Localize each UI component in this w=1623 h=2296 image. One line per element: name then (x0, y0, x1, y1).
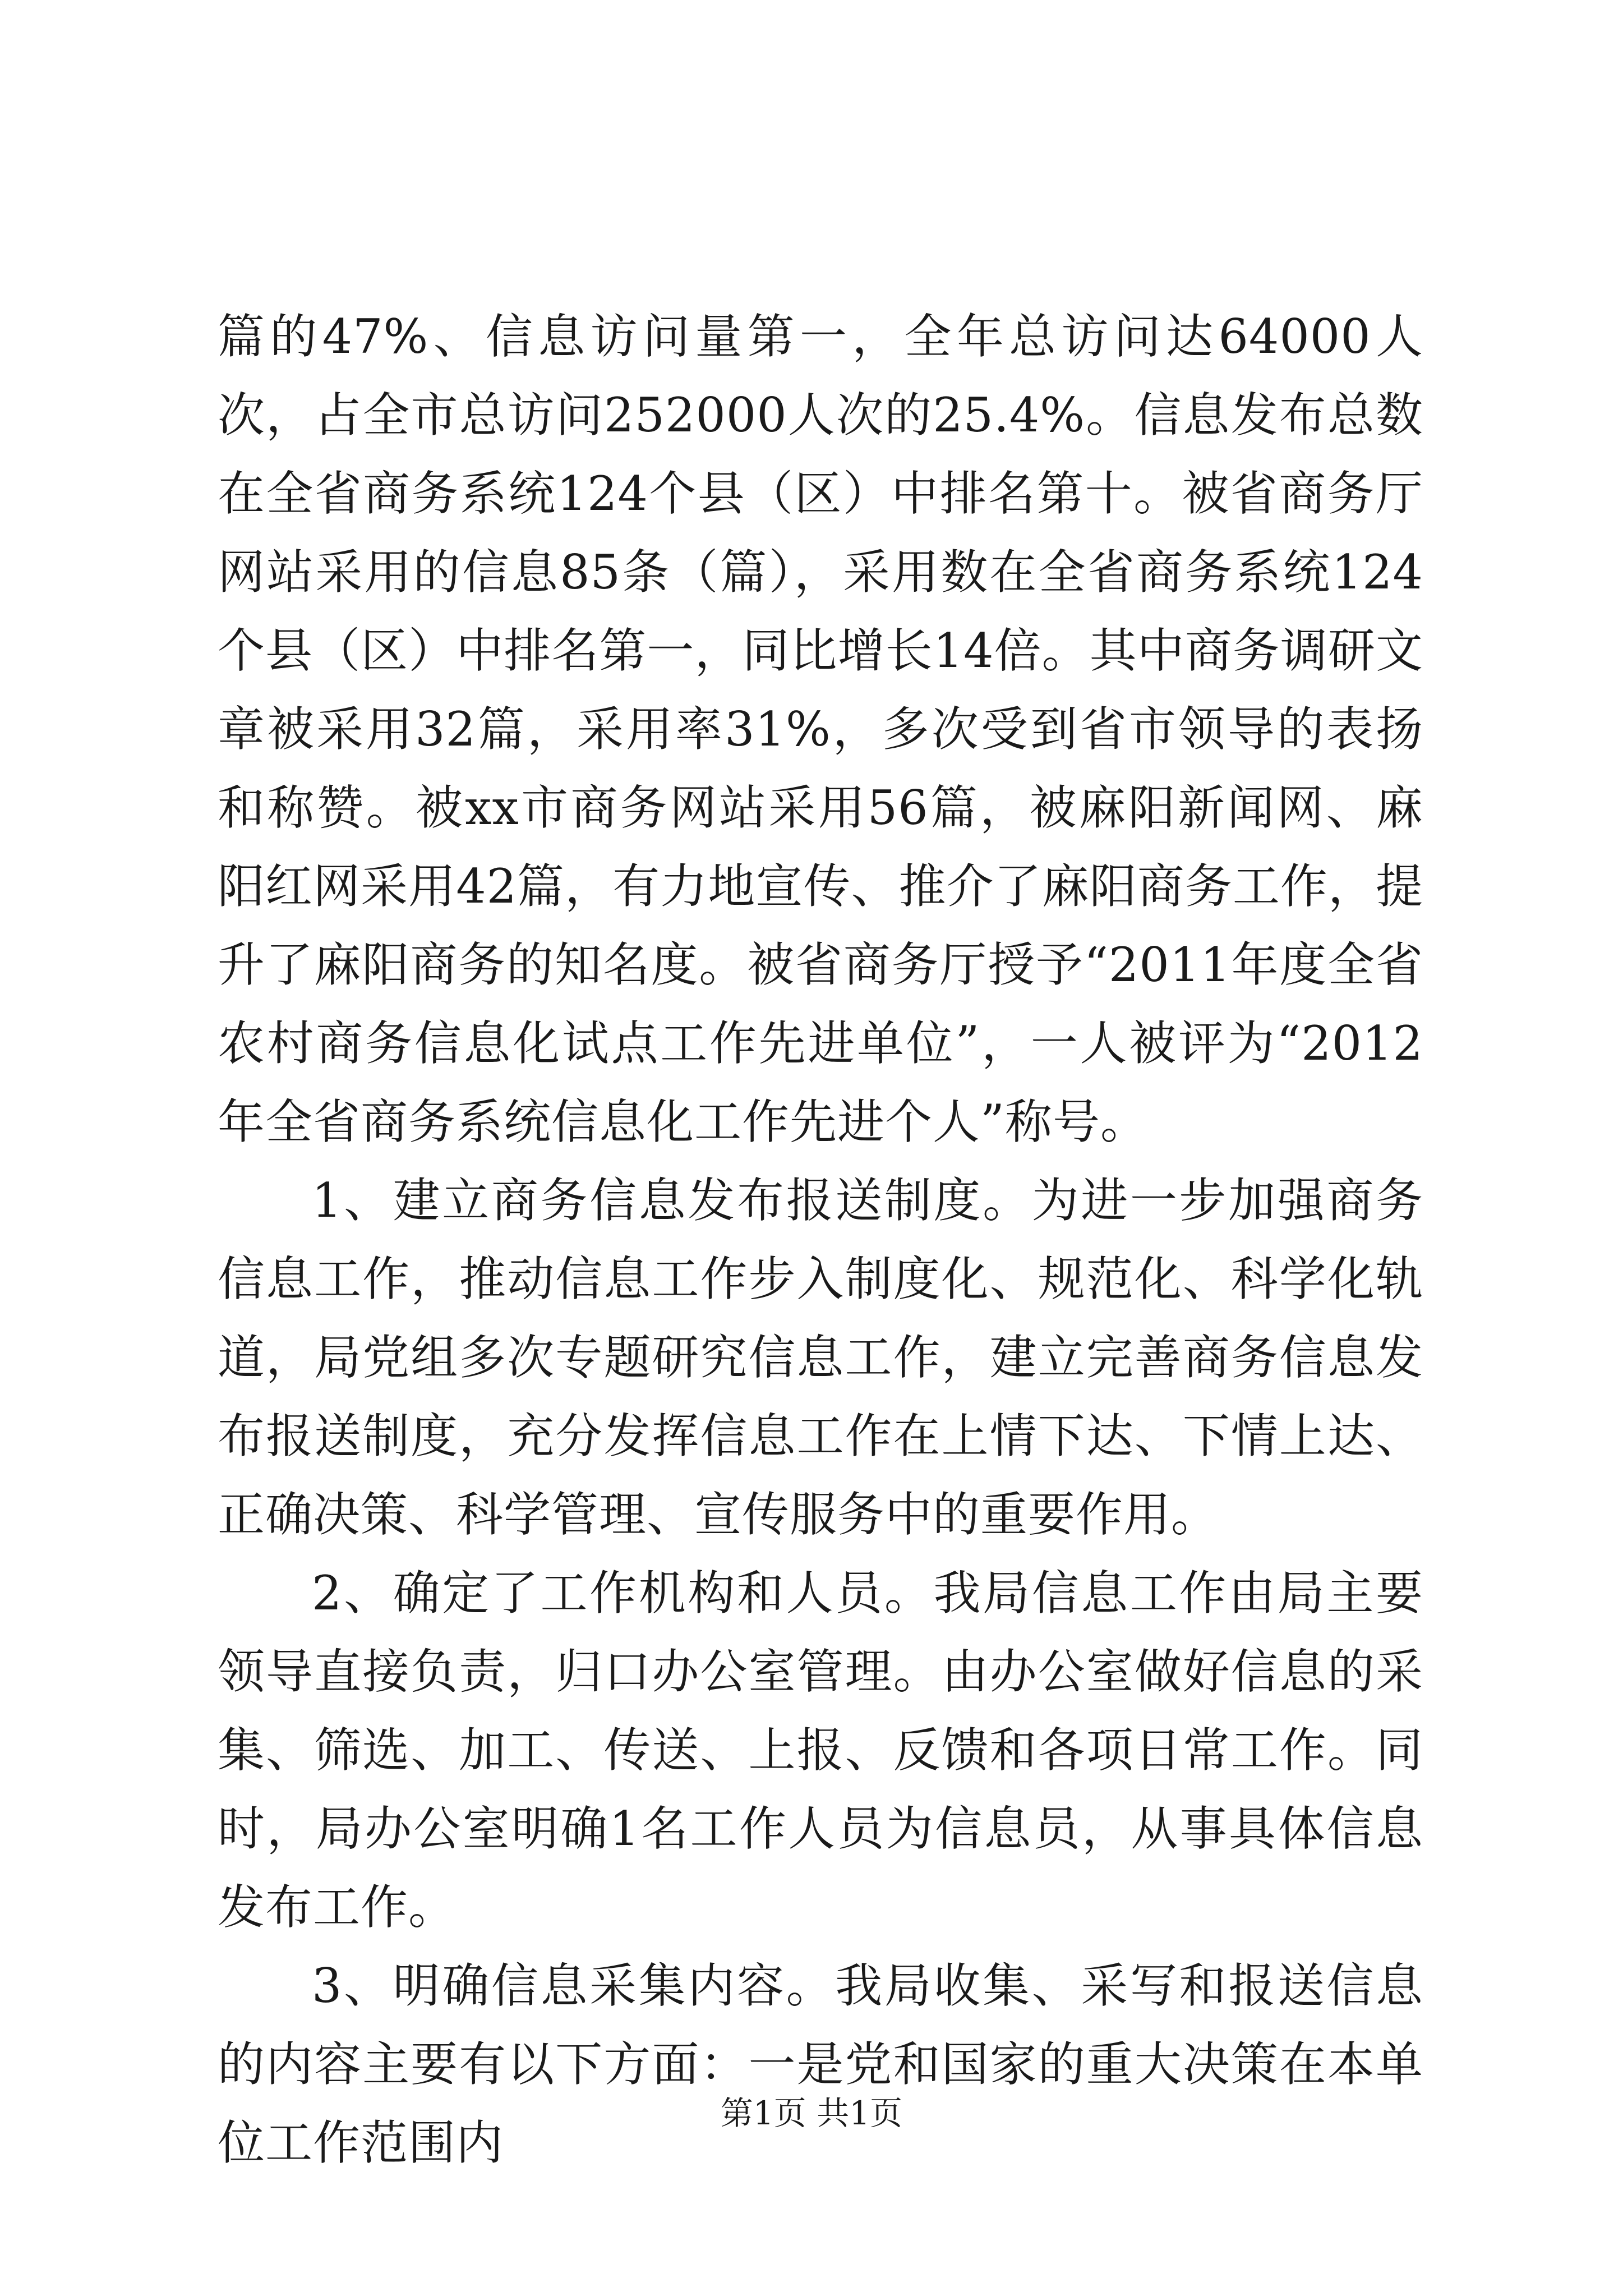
paragraph-collection-content: 3、明确信息采集内容。我局收集、采写和报送信息的内容主要有以下方面：一是党和国家的重大决策在本单位工作范围内 (218, 1958, 1423, 2170)
paragraph-reporting-system: 1、建立商务信息发布报送制度。为进一步加强商务信息工作，推动信息工作步入制度化、规范化、科学化轨道，局党组多次专题研究信息工作，建立完善商务信息发布报送制度，充分发挥信息工作在上情下达、下情上达、正确决策、科学管理、宣传服务中的重要作用。 (218, 1173, 1423, 1542)
document-body (218, 297, 1423, 2182)
page-number-footer: 第1页 共1页 (720, 2094, 903, 2132)
paragraph-staffing: 2、确定了工作机构和人员。我局信息工作由局主要领导直接负责，归口办公室管理。由办公室做好信息的采集、筛选、加工、传送、上报、反馈和各项日常工作。同时，局办公室明确1名工作人员为信息员，从事具体信息发布工作。 (218, 1566, 1423, 1935)
paragraph-statistics: 篇的47%、信息访问量第一，全年总访问达64000人次，占全市总访问252000人次的25.4%。信息发布总数在全省商务系统124个县（区）中排名第十。被省商务厅网站采用的信息85条（篇），采用数在全省商务系统124个县（区）中排名第一，同比增长14倍。其中商务调研文章被采用32篇，采用率31%，多次受到省市领导的表扬和称赞。被xx市商务网站采用56篇，被麻阳新闻网、麻阳红网采用42篇，有力地宣传、推介了麻阳商务工作，提升了麻阳商务的知名度。被省商务厅授予“2011年度全省农村商务信息化试点工作先进单位”，一人被评为“2012年全省商务系统信息化工作先进个人”称号。 (218, 309, 1423, 1149)
